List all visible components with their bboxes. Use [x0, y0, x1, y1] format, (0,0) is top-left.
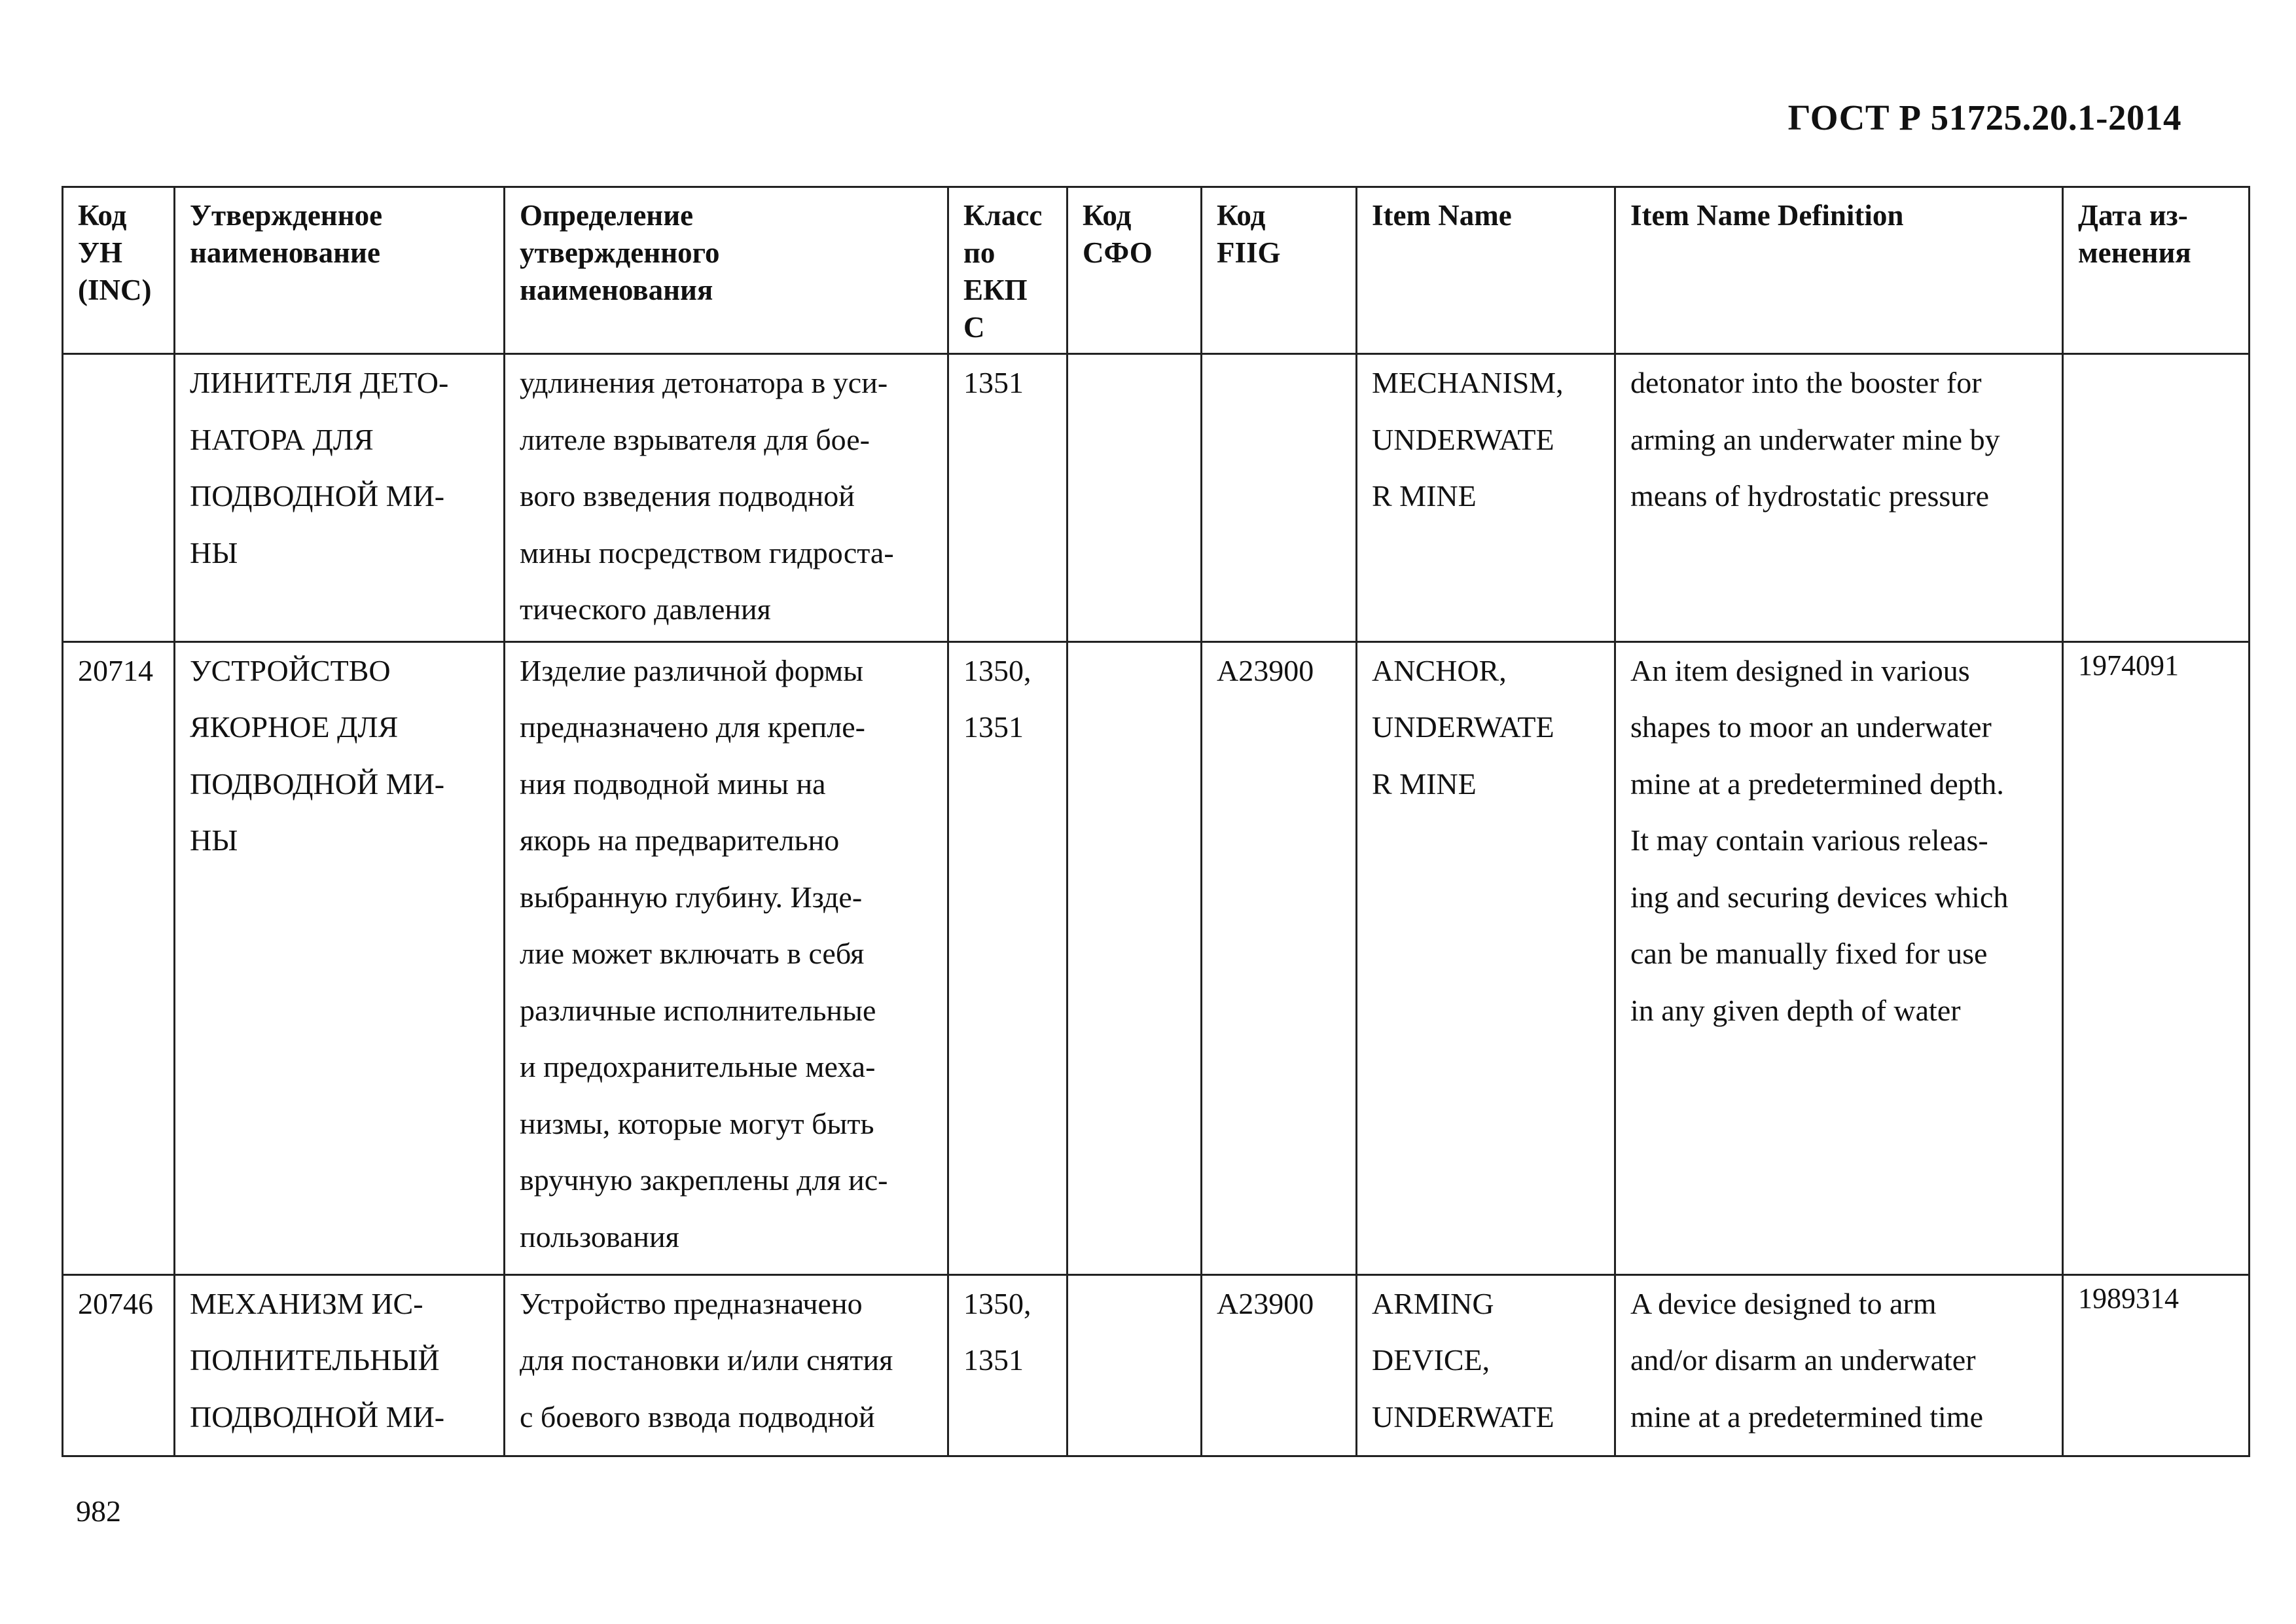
cell-item-name: MECHANISM, UNDERWATE R MINE: [1357, 354, 1615, 642]
cell-date: [2063, 354, 2250, 642]
cell-approved-name: УСТРОЙСТВО ЯКОРНОЕ ДЛЯ ПОДВОДНОЙ МИ- НЫ: [175, 641, 505, 1274]
cell-date: 1974091: [2063, 641, 2250, 1274]
cell-definition: Устройство предназначено для постановки и/или снятия с боевого взвода подводной: [505, 1274, 948, 1456]
cell-fiig: A23900: [1202, 1274, 1357, 1456]
cell-definition: Изделие различной формы предназначено для крепле- ния подводной мины на якорь на предварительно выбранную глубину. Изде- лие может включать в себя различные исполнительные и предохранительные меха- низмы, которые могут быть вручную закреплены для ис- пользования: [505, 641, 948, 1274]
cell-item-definition: A device designed to arm and/or disarm an underwater mine at a predetermined time: [1615, 1274, 2063, 1456]
specification-table: [62, 186, 2250, 1457]
table-row: [63, 354, 2250, 642]
cell-inc: [63, 354, 175, 642]
column-header-item-name-definition: Item Name Definition: [1615, 187, 2063, 354]
cell-item-name: ARMING DEVICE, UNDERWATE: [1357, 1274, 1615, 1456]
cell-sfo: [1067, 641, 1202, 1274]
column-header-sfo: Код СФО: [1067, 187, 1202, 354]
cell-approved-name: ЛИНИТЕЛЯ ДЕТО- НАТОРА ДЛЯ ПОДВОДНОЙ МИ- НЫ: [175, 354, 505, 642]
cell-class: 1350, 1351: [948, 1274, 1067, 1456]
cell-fiig: A23900: [1202, 641, 1357, 1274]
cell-inc: 20746: [63, 1274, 175, 1456]
cell-date: 1989314: [2063, 1274, 2250, 1456]
column-header-item-name: Item Name: [1357, 187, 1615, 354]
column-header-inc: Код УН (INC): [63, 187, 175, 354]
page-number: 982: [76, 1494, 121, 1528]
column-header-date: Дата из- менения: [2063, 187, 2250, 354]
column-header-approved-name: Утвержденное наименование: [175, 187, 505, 354]
cell-class: 1351: [948, 354, 1067, 642]
cell-fiig: [1202, 354, 1357, 642]
cell-class: 1350, 1351: [948, 641, 1067, 1274]
table-row: [63, 641, 2250, 1274]
table-row: [63, 1274, 2250, 1456]
column-header-definition: Определение утвержденного наименования: [505, 187, 948, 354]
cell-approved-name: МЕХАНИЗМ ИС- ПОЛНИТЕЛЬНЫЙ ПОДВОДНОЙ МИ-: [175, 1274, 505, 1456]
table-header-row: [63, 187, 2250, 354]
cell-item-definition: An item designed in various shapes to moor an underwater mine at a predetermined depth. It may contain various releas- ing and securing devices which can be manually fixed for use in any given depth of water: [1615, 641, 2063, 1274]
cell-item-name: ANCHOR, UNDERWATE R MINE: [1357, 641, 1615, 1274]
cell-sfo: [1067, 1274, 1202, 1456]
cell-definition: удлинения детонатора в уси- лителе взрывателя для бое- вого взведения подводной мины посредством гидроста- тического давления: [505, 354, 948, 642]
document-code: ГОСТ Р 51725.20.1-2014: [1787, 98, 2181, 137]
column-header-fiig: Код FIIG: [1202, 187, 1357, 354]
cell-sfo: [1067, 354, 1202, 642]
cell-item-definition: detonator into the booster for arming an underwater mine by means of hydrostatic pressure: [1615, 354, 2063, 642]
column-header-class: Класс по ЕКП С: [948, 187, 1067, 354]
cell-inc: 20714: [63, 641, 175, 1274]
